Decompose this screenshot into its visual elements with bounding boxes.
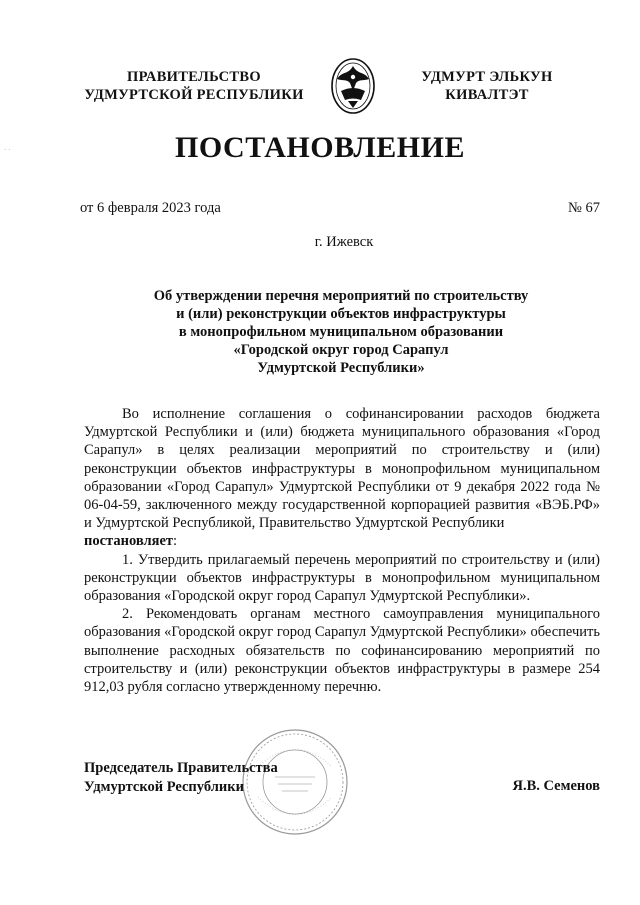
document-date: от 6 февраля 2023 года: [80, 200, 221, 216]
subject-line5: Удмуртской Республики»: [257, 360, 425, 376]
preamble-text: Во исполнение соглашения о софинансировании расходов бюджета Удмуртской Республики и (или) бюджета муниципального образования «Город Сарапул» в целях реализации мероприятий по строительству и (или) реконструкции объектов инфраструктуры в монопрофильном муниципальном образовании «Город Сарапул» Удмуртской Республики от 9 декабря 2022 года № 06-04-59, заключенного между государственной корпорацией развития «ВЭБ.РФ» и Удмуртской Республикой, Правительство Удмуртской Республики: [84, 406, 600, 532]
preamble-paragraph: [84, 405, 600, 532]
document-city: г. Ижевск: [314, 234, 374, 250]
signatory-position: [84, 759, 278, 797]
resolves-word: постановляет: [84, 533, 174, 550]
signatory-position-line1: Председатель Правительства: [84, 760, 278, 776]
scan-speck: · ·: [4, 146, 11, 154]
signatory-position-line2: Удмуртской Республики: [84, 779, 244, 795]
header-left-line1: ПРАВИТЕЛЬСТВО: [127, 69, 261, 85]
item-2-paragraph: 2. Рекомендовать органам местного самоуправления муниципального образования «Городской округ город Сарапул Удмуртской Республики» обеспечить выполнение расходных обязательств по софинансированию мероприятий по строительству и (или) реконструкции объектов инфраструктуры в размере 254 912,03 рубля согласно утвержденному перечню.: [84, 606, 600, 696]
header-right: [392, 68, 582, 104]
header-left-line2: УДМУРТСКОЙ РЕСПУБЛИКИ: [84, 87, 304, 103]
document-title: ПОСТАНОВЛЕНИЕ: [175, 131, 465, 164]
item-1-paragraph: 1. Утвердить прилагаемый перечень мероприятий по строительству и (или) реконструкции объектов инфраструктуры в монопрофильном муниципальном образования «Городской округ город Сарапул Удмуртской Республики».: [84, 551, 600, 605]
subject-line4: «Городской округ город Сарапул: [233, 342, 449, 358]
document-body: [84, 405, 600, 696]
subject-line1: Об утверждении перечня мероприятий по строительству: [153, 288, 529, 304]
header-left: [60, 68, 328, 104]
header-right-line1: УДМУРТ ЭЛЬКУН: [421, 69, 553, 85]
subject-line2: и (или) реконструкции объектов инфраструктуры: [176, 306, 506, 322]
resolves-paragraph: [84, 532, 600, 550]
header-right-line2: КИВАЛТЭТ: [445, 87, 529, 103]
resolves-colon: :: [173, 533, 178, 550]
subject-line3: в монопрофильном муниципальном образовании: [178, 324, 504, 340]
coat-of-arms-icon: [328, 57, 378, 115]
document-subject: [120, 287, 562, 377]
document-number: № 67: [568, 200, 600, 216]
signatory-name: Я.В. Семенов: [512, 778, 600, 794]
